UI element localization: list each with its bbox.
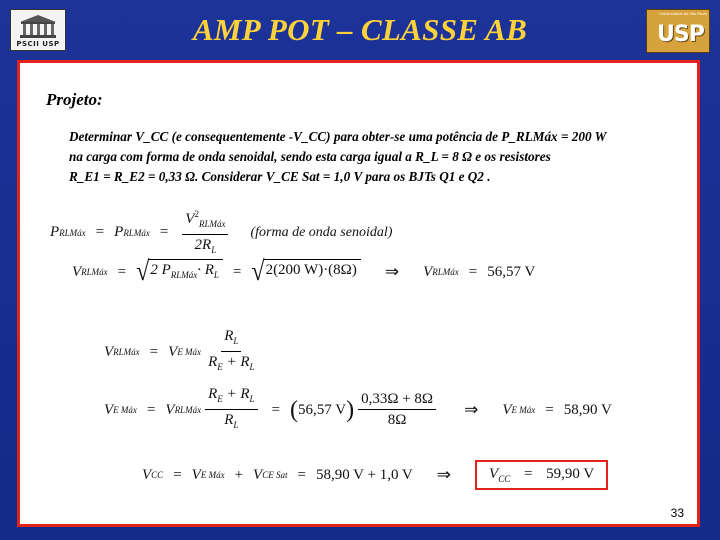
eq3-den: R [208, 354, 218, 370]
section-heading: Projeto: [46, 90, 103, 109]
eq4-res-sub: E Máx [511, 405, 536, 415]
eq3-num: R [224, 328, 234, 344]
eq5-lhs-sub: CC [151, 470, 164, 480]
implies-arrow-icon: ⇒ [384, 262, 400, 282]
eq5-t1: V [191, 466, 201, 483]
equation-vrl: V RLMáx = √ 2 $P_{RLMáx}\cdot R_L$ = √ 2(200 W)·(8Ω) ⇒ V RLMáx = 56,57 V [72, 257, 536, 287]
eq3-den-sub: E [217, 362, 223, 372]
usp-logo-small-text: Universidade de São Paulo [659, 12, 707, 16]
eq5-res-sub: CC [498, 474, 511, 484]
eq3-lhs-sub: RLMáx [113, 347, 140, 357]
result-box: $V_{CC} = 59,90$ V [475, 460, 608, 490]
eq5-value: 59,90 V [546, 466, 595, 482]
eq5-t1-sub: E Máx [200, 470, 225, 480]
eq4-num2: 0,33Ω + 8Ω [358, 390, 436, 410]
eq3-den-plus-sub: L [249, 362, 255, 372]
eq1-num-sup: 2 [194, 209, 199, 219]
eq2-res-sub: RLMáx [432, 267, 459, 277]
slide-title: AMP POT – CLASSE AB [192, 12, 528, 47]
eq2-res: V [423, 263, 433, 280]
eq2-sqrt-2: √ 2(200 W)·(8Ω) [251, 259, 360, 285]
eq5-res: V [489, 466, 499, 482]
eq4-num-sub: E [217, 394, 223, 404]
eq1-den-sub: L [211, 245, 217, 255]
eq4-mid: V [165, 401, 175, 418]
eq4-den: R [224, 412, 234, 428]
usp-logo [646, 9, 710, 53]
eq1-den: 2R [194, 237, 212, 253]
eq4-lhs-sub: E Máx [113, 405, 137, 415]
eq1-num: V [185, 211, 195, 227]
eq2-lhs: V [72, 263, 82, 280]
eq4-lhs: V [104, 401, 114, 418]
page-number: 33 [670, 506, 684, 520]
eq4-num: R [208, 386, 218, 402]
equation-power: P RLMáx = P RLMáx = $\frac{V^2_{RLMáx}}{2R_L}$ (forma de onda senoidal) [50, 205, 392, 260]
problem-line-1: Determinar V_CC (e consequentemente -V_CC) para obter-se uma potência de P_RLMáx = 200 W [69, 129, 607, 144]
problem-statement [69, 127, 684, 187]
eq1-lhs: P [50, 224, 60, 240]
eq4-fraction-2 [358, 390, 436, 430]
eq4-val1: 56,57 V [298, 401, 347, 418]
equation-vemax: V E Máx = V RLMáx $\frac{R_E + R_L}{R_L}$ = ( 56,57 V ) $\frac{0,33\Omega + 8\Omega}{8\Omega}$ ⇒ V E Máx = 58,90 V [104, 385, 612, 435]
eq2-rad1-tail-sub: L [213, 270, 219, 280]
eq5-sum: 58,90 V + 1,0 V [315, 466, 413, 483]
eq3-fraction [205, 327, 257, 377]
eq2-rad2: 2(200 W)·(8Ω) [264, 259, 361, 285]
equation-divider: V RLMáx = V E Máx $\frac{R_L}{R_E + R_L}$ [104, 327, 262, 377]
eq3-mid: V [168, 343, 178, 360]
eq1-num-sub: RLMáx [198, 219, 226, 229]
eq4-fraction [205, 385, 257, 435]
eq1-mid-sub: RLMáx [123, 227, 150, 238]
eq4-num-plus-sub: L [249, 394, 255, 404]
eq4-den2: 8Ω [387, 412, 407, 428]
eq3-mid-sub: E Máx [177, 347, 202, 357]
implies-arrow-icon: ⇒ [464, 400, 479, 420]
eq4-mid-sub: RLMáx [174, 405, 202, 415]
eq3-den-plus: + R [226, 354, 250, 370]
implies-arrow-icon: ⇒ [436, 465, 452, 485]
eq5-t2-sub: CE Sat [262, 470, 288, 480]
left-logo-caption: PSCII USP [16, 40, 60, 48]
eq1-mid: P [114, 224, 124, 240]
eq2-rad1: 2 P [150, 262, 171, 278]
eq2-sqrt-1: √ 2 $P_{RLMáx}\cdot R_L$ [136, 259, 223, 285]
problem-line-3: R_E1 = R_E2 = 0,33 Ω. Considerar V_CE Sat = 1,0 V para os BJTs Q1 e Q2 . [69, 169, 491, 184]
eq4-value: 58,90 V [563, 401, 612, 418]
eq2-rad1-sub: RLMáx [170, 270, 198, 280]
eq2-rad1-tail: · R [197, 262, 214, 278]
eq5-t2: V [253, 466, 263, 483]
eq2-lhs-sub: RLMáx [81, 267, 108, 277]
eq3-lhs: V [104, 343, 114, 360]
content-panel [17, 60, 700, 527]
eq2-value: 56,57 V [487, 263, 536, 280]
eq1-lhs-sub: RLMáx [59, 227, 86, 238]
eq4-den-sub: L [233, 420, 239, 430]
equation-vcc: V CC = V E Máx + V CE Sat = 58,90 V + 1,0 V ⇒ $V_{CC} = 59,90$ V [142, 460, 608, 490]
eq4-res: V [502, 401, 512, 418]
problem-line-2: na carga com forma de onda senoidal, sendo esta carga igual a R_L = 8 Ω e os resistores [69, 149, 551, 164]
eq5-lhs: V [142, 466, 152, 483]
eq1-fraction [182, 205, 228, 260]
usp-logo-text: USP [657, 22, 704, 47]
eq4-num-plus: + R [226, 386, 250, 402]
eq3-num-sub: L [233, 336, 239, 346]
eq1-note: (forma de onda senoidal) [250, 224, 393, 240]
